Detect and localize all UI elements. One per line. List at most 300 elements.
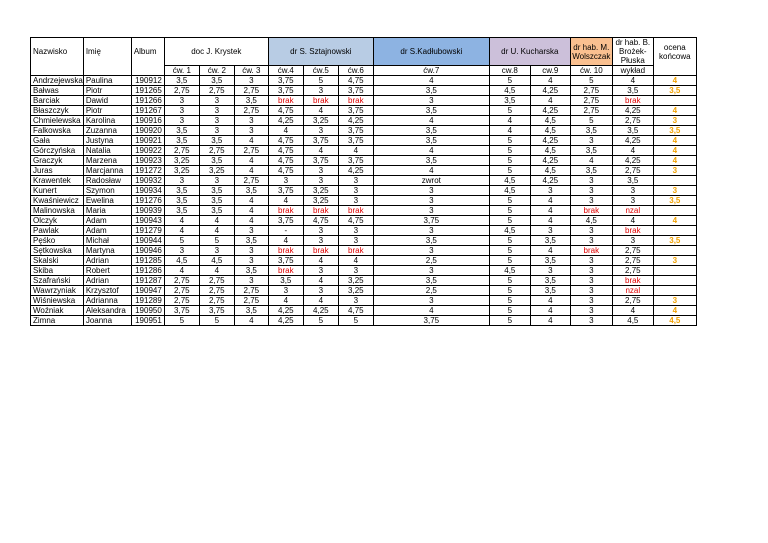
cell-grade: 3 bbox=[303, 166, 338, 176]
cell-nazwisko: Barciak bbox=[31, 96, 84, 106]
cell-grade: 5 bbox=[489, 306, 530, 316]
cell-grade: 3 bbox=[199, 246, 234, 256]
cell-album: 190922 bbox=[131, 146, 164, 156]
cell-grade: 3 bbox=[570, 276, 612, 286]
cell-nazwisko: Graczyk bbox=[31, 156, 84, 166]
cell-grade: 3,5 bbox=[530, 236, 570, 246]
cell-grade: 4,5 bbox=[530, 146, 570, 156]
cell-grade: 4 bbox=[234, 156, 268, 166]
cell-grade: 4 bbox=[338, 256, 373, 266]
cell-grade: 3 bbox=[268, 286, 303, 296]
cell-grade: 2,75 bbox=[234, 106, 268, 116]
cell-grade: 2,75 bbox=[199, 146, 234, 156]
cell-imie: Adrian bbox=[83, 256, 131, 266]
cell-grade: 3,5 bbox=[612, 126, 653, 136]
cell-grade: 4 bbox=[303, 256, 338, 266]
cell-grade: 4,5 bbox=[489, 226, 530, 236]
header-exercise-7: ćw.7 bbox=[373, 66, 489, 76]
cell-grade: 4,75 bbox=[338, 306, 373, 316]
cell-grade: 5 bbox=[570, 76, 612, 86]
cell-grade: 4,25 bbox=[530, 156, 570, 166]
cell-grade: brak bbox=[303, 96, 338, 106]
cell-grade: 5 bbox=[199, 236, 234, 246]
table-row bbox=[31, 216, 697, 226]
cell-grade: 4 bbox=[489, 126, 530, 136]
cell-grade: 3,5 bbox=[199, 206, 234, 216]
cell-grade: 2,75 bbox=[570, 106, 612, 116]
cell-grade: 4 bbox=[530, 96, 570, 106]
cell-nazwisko: Skiba bbox=[31, 266, 84, 276]
cell-grade: 3 bbox=[303, 176, 338, 186]
header-exercise-3: ćw. 3 bbox=[234, 66, 268, 76]
cell-grade: 2,75 bbox=[199, 86, 234, 96]
header-album: Album bbox=[131, 38, 164, 66]
cell-grade: 3,5 bbox=[489, 96, 530, 106]
table-row bbox=[31, 246, 697, 256]
cell-imie: Aleksandra bbox=[83, 306, 131, 316]
cell-grade: 2,75 bbox=[234, 176, 268, 186]
cell-grade: 3,5 bbox=[164, 196, 199, 206]
cell-grade: 3,25 bbox=[303, 196, 338, 206]
cell-grade: 3,5 bbox=[234, 266, 268, 276]
cell-grade: 3,75 bbox=[268, 186, 303, 196]
cell-nazwisko: Zimna bbox=[31, 316, 84, 326]
cell-grade: 3,5 bbox=[530, 256, 570, 266]
cell-grade: 4 bbox=[373, 146, 489, 156]
cell-grade: 4 bbox=[530, 216, 570, 226]
cell-grade: 2,5 bbox=[373, 256, 489, 266]
cell-grade: 3,5 bbox=[530, 286, 570, 296]
cell-grade: brak bbox=[303, 206, 338, 216]
cell-grade: 3 bbox=[570, 136, 612, 146]
cell-grade: 4 bbox=[373, 76, 489, 86]
cell-final: 3 bbox=[653, 256, 696, 266]
cell-grade: 4 bbox=[268, 296, 303, 306]
cell-grade: 4,75 bbox=[268, 146, 303, 156]
cell-album: 190921 bbox=[131, 136, 164, 146]
cell-final: 4,5 bbox=[653, 316, 696, 326]
cell-grade: 4 bbox=[530, 206, 570, 216]
table-row bbox=[31, 266, 697, 276]
cell-grade: 4 bbox=[612, 146, 653, 156]
cell-grade: 5 bbox=[489, 156, 530, 166]
cell-album: 190950 bbox=[131, 306, 164, 316]
cell-grade: 3 bbox=[234, 246, 268, 256]
cell-grade: 3,5 bbox=[373, 136, 489, 146]
header-exercise-6: ćw.6 bbox=[338, 66, 373, 76]
cell-grade: 3,25 bbox=[338, 286, 373, 296]
cell-grade: 4 bbox=[530, 76, 570, 86]
table-row bbox=[31, 316, 697, 326]
header-ocena: ocena końcowa bbox=[653, 38, 696, 66]
cell-grade: 4,25 bbox=[530, 106, 570, 116]
cell-imie: Karolina bbox=[83, 116, 131, 126]
cell-grade: 5 bbox=[489, 286, 530, 296]
cell-grade: brak bbox=[612, 226, 653, 236]
table-row bbox=[31, 76, 697, 86]
cell-grade: 4 bbox=[234, 136, 268, 146]
cell-imie: Adrian bbox=[83, 276, 131, 286]
header-group-3: dr U. Kucharska bbox=[489, 38, 570, 66]
cell-album: 190923 bbox=[131, 156, 164, 166]
cell-album: 190939 bbox=[131, 206, 164, 216]
cell-final bbox=[653, 96, 696, 106]
cell-grade: 2,75 bbox=[612, 166, 653, 176]
cell-grade: 3,75 bbox=[338, 106, 373, 116]
cell-grade: 2,75 bbox=[199, 276, 234, 286]
cell-imie: Ewelina bbox=[83, 196, 131, 206]
cell-grade: 3,5 bbox=[199, 156, 234, 166]
cell-grade: 4 bbox=[234, 316, 268, 326]
cell-grade: 3 bbox=[373, 206, 489, 216]
cell-grade: 4,25 bbox=[530, 176, 570, 186]
table-row bbox=[31, 106, 697, 116]
cell-grade: 4,5 bbox=[489, 86, 530, 96]
cell-grade: 3,5 bbox=[199, 196, 234, 206]
cell-imie: Joanna bbox=[83, 316, 131, 326]
cell-album: 190932 bbox=[131, 176, 164, 186]
cell-grade: 4 bbox=[199, 266, 234, 276]
header-imie: Imię bbox=[83, 38, 131, 66]
cell-final: 3 bbox=[653, 296, 696, 306]
cell-final bbox=[653, 226, 696, 236]
cell-grade: 3,25 bbox=[303, 116, 338, 126]
header-group-1: dr S. Sztajnowski bbox=[268, 38, 373, 66]
cell-grade: 4,75 bbox=[268, 166, 303, 176]
cell-album: 190944 bbox=[131, 236, 164, 246]
cell-final bbox=[653, 266, 696, 276]
cell-nazwisko: Andrzejewska bbox=[31, 76, 84, 86]
cell-grade: 4,75 bbox=[303, 216, 338, 226]
cell-grade: 3,75 bbox=[338, 156, 373, 166]
header-album-cont bbox=[131, 66, 164, 76]
cell-album: 191287 bbox=[131, 276, 164, 286]
cell-grade: 2,5 bbox=[373, 286, 489, 296]
cell-grade: 2,75 bbox=[234, 286, 268, 296]
cell-grade: 3 bbox=[570, 186, 612, 196]
cell-grade: 4 bbox=[530, 316, 570, 326]
cell-grade: 3,5 bbox=[268, 276, 303, 286]
cell-grade: 3,75 bbox=[199, 306, 234, 316]
cell-nazwisko: Pęśko bbox=[31, 236, 84, 246]
cell-final: 4 bbox=[653, 106, 696, 116]
cell-grade: 4 bbox=[612, 216, 653, 226]
table-row bbox=[31, 166, 697, 176]
cell-grade: - bbox=[268, 226, 303, 236]
header-exercise-9: cw.9 bbox=[530, 66, 570, 76]
cell-grade: 5 bbox=[489, 136, 530, 146]
cell-grade: brak bbox=[570, 246, 612, 256]
cell-imie: Justyna bbox=[83, 136, 131, 146]
cell-grade: 3,75 bbox=[268, 216, 303, 226]
cell-grade: 3,25 bbox=[164, 166, 199, 176]
cell-grade: 4 bbox=[164, 266, 199, 276]
cell-nazwisko: Błaszczyk bbox=[31, 106, 84, 116]
cell-grade: 4 bbox=[530, 246, 570, 256]
cell-grade: 4 bbox=[373, 116, 489, 126]
cell-grade: 4 bbox=[234, 196, 268, 206]
cell-grade: 2,75 bbox=[199, 286, 234, 296]
cell-grade: 3 bbox=[373, 266, 489, 276]
cell-imie: Marcjanna bbox=[83, 166, 131, 176]
cell-nazwisko: Wawrzyniak bbox=[31, 286, 84, 296]
cell-final: 3 bbox=[653, 116, 696, 126]
cell-grade: 3 bbox=[164, 116, 199, 126]
cell-grade: 3,5 bbox=[373, 106, 489, 116]
cell-grade: 3 bbox=[570, 256, 612, 266]
cell-grade: 5 bbox=[489, 256, 530, 266]
cell-grade: 3,25 bbox=[199, 166, 234, 176]
cell-imie: Szymon bbox=[83, 186, 131, 196]
header-imie-cont bbox=[83, 66, 131, 76]
cell-grade: 4 bbox=[268, 126, 303, 136]
cell-album: 191286 bbox=[131, 266, 164, 276]
header-ocena-cont bbox=[653, 66, 696, 76]
cell-album: 191267 bbox=[131, 106, 164, 116]
cell-grade: 3,5 bbox=[164, 126, 199, 136]
cell-grade: 3 bbox=[164, 96, 199, 106]
cell-grade: 4,25 bbox=[268, 116, 303, 126]
cell-grade: 3,5 bbox=[373, 276, 489, 286]
table-row bbox=[31, 86, 697, 96]
cell-grade: zwrot bbox=[373, 176, 489, 186]
table-row bbox=[31, 96, 697, 106]
cell-grade: 3 bbox=[164, 176, 199, 186]
cell-grade: brak bbox=[612, 96, 653, 106]
cell-grade: 4,75 bbox=[268, 106, 303, 116]
cell-grade: 4 bbox=[338, 146, 373, 156]
cell-grade: 3,5 bbox=[199, 76, 234, 86]
cell-grade: 5 bbox=[303, 76, 338, 86]
table-row bbox=[31, 296, 697, 306]
cell-grade: 4 bbox=[199, 226, 234, 236]
cell-grade: 4,75 bbox=[338, 76, 373, 86]
cell-nazwisko: Juras bbox=[31, 166, 84, 176]
cell-imie: Maria bbox=[83, 206, 131, 216]
cell-grade: 4 bbox=[199, 216, 234, 226]
header-group-2: dr S.Kadłubowski bbox=[373, 38, 489, 66]
cell-grade: 3,75 bbox=[303, 156, 338, 166]
cell-grade: 3 bbox=[199, 126, 234, 136]
cell-grade: 4 bbox=[234, 216, 268, 226]
cell-grade: 3 bbox=[338, 236, 373, 246]
cell-grade: 3 bbox=[373, 226, 489, 236]
cell-grade: 3,75 bbox=[338, 136, 373, 146]
cell-grade: 5 bbox=[489, 316, 530, 326]
cell-imie: Piotr bbox=[83, 106, 131, 116]
cell-grade: 4,25 bbox=[338, 166, 373, 176]
cell-nazwisko: Wiśniewska bbox=[31, 296, 84, 306]
cell-grade: 3,5 bbox=[234, 236, 268, 246]
cell-grade: 3 bbox=[199, 176, 234, 186]
cell-grade: 2,75 bbox=[164, 86, 199, 96]
cell-nazwisko: Pawlak bbox=[31, 226, 84, 236]
cell-grade: 3 bbox=[234, 116, 268, 126]
cell-grade: 3,75 bbox=[268, 86, 303, 96]
table-row bbox=[31, 236, 697, 246]
cell-grade: 3,5 bbox=[199, 136, 234, 146]
cell-imie: Dawid bbox=[83, 96, 131, 106]
cell-grade: 4 bbox=[164, 216, 199, 226]
cell-album: 190916 bbox=[131, 116, 164, 126]
cell-final: 4 bbox=[653, 156, 696, 166]
cell-grade: 3 bbox=[530, 186, 570, 196]
cell-final: 4 bbox=[653, 146, 696, 156]
header-exercise-2: ćw. 2 bbox=[199, 66, 234, 76]
cell-album: 190951 bbox=[131, 316, 164, 326]
cell-grade: 3 bbox=[570, 236, 612, 246]
cell-final: 4 bbox=[653, 76, 696, 86]
cell-grade: 3,5 bbox=[373, 156, 489, 166]
cell-grade: 4,5 bbox=[489, 176, 530, 186]
cell-grade: 5 bbox=[489, 196, 530, 206]
cell-final: 3 bbox=[653, 186, 696, 196]
header-exercise-4: ćw.4 bbox=[268, 66, 303, 76]
cell-grade: 3,75 bbox=[268, 256, 303, 266]
cell-grade: 3,75 bbox=[338, 126, 373, 136]
cell-album: 191266 bbox=[131, 96, 164, 106]
cell-grade: 3,5 bbox=[612, 86, 653, 96]
cell-grade: 4,25 bbox=[612, 156, 653, 166]
cell-grade: nzal bbox=[612, 206, 653, 216]
cell-grade: 3,5 bbox=[164, 206, 199, 216]
cell-album: 191272 bbox=[131, 166, 164, 176]
cell-grade: 5 bbox=[199, 316, 234, 326]
cell-imie: Michał bbox=[83, 236, 131, 246]
cell-grade: 4 bbox=[303, 146, 338, 156]
cell-grade: 4,25 bbox=[268, 316, 303, 326]
cell-album: 191279 bbox=[131, 226, 164, 236]
cell-nazwisko: Szafrański bbox=[31, 276, 84, 286]
cell-grade: 4 bbox=[303, 106, 338, 116]
cell-grade: 4,75 bbox=[338, 216, 373, 226]
cell-imie: Martyna bbox=[83, 246, 131, 256]
cell-grade: 3 bbox=[373, 246, 489, 256]
cell-grade: 4,75 bbox=[268, 156, 303, 166]
cell-grade: 4,5 bbox=[530, 166, 570, 176]
cell-grade: 4 bbox=[268, 236, 303, 246]
cell-grade: 4,25 bbox=[268, 306, 303, 316]
cell-grade: 2,75 bbox=[612, 266, 653, 276]
cell-grade: 3,75 bbox=[303, 136, 338, 146]
cell-grade: 3,5 bbox=[164, 136, 199, 146]
table-row bbox=[31, 186, 697, 196]
cell-imie: Radosław bbox=[83, 176, 131, 186]
cell-grade: 4 bbox=[612, 76, 653, 86]
cell-grade: 4 bbox=[530, 306, 570, 316]
cell-grade: nzal bbox=[612, 286, 653, 296]
cell-grade: 3 bbox=[303, 126, 338, 136]
cell-grade: 3 bbox=[570, 296, 612, 306]
cell-grade: 4 bbox=[612, 306, 653, 316]
cell-nazwisko: Bałwas bbox=[31, 86, 84, 96]
cell-nazwisko: Kunert bbox=[31, 186, 84, 196]
table-row bbox=[31, 116, 697, 126]
cell-grade: 3 bbox=[234, 126, 268, 136]
cell-grade: 3 bbox=[570, 226, 612, 236]
cell-grade: brak bbox=[338, 246, 373, 256]
cell-grade: 3,5 bbox=[373, 86, 489, 96]
cell-grade: 3,25 bbox=[338, 276, 373, 286]
cell-grade: 5 bbox=[489, 276, 530, 286]
cell-final bbox=[653, 176, 696, 186]
cell-grade: 4 bbox=[373, 166, 489, 176]
cell-grade: 4,5 bbox=[612, 316, 653, 326]
cell-album: 191285 bbox=[131, 256, 164, 266]
cell-final: 3,5 bbox=[653, 86, 696, 96]
cell-grade: 5 bbox=[164, 236, 199, 246]
cell-grade: 3 bbox=[373, 296, 489, 306]
cell-grade: 4 bbox=[164, 226, 199, 236]
cell-grade: 4,5 bbox=[164, 256, 199, 266]
cell-album: 190934 bbox=[131, 186, 164, 196]
cell-grade: 4 bbox=[530, 296, 570, 306]
cell-imie: Adrianna bbox=[83, 296, 131, 306]
cell-grade: 3,5 bbox=[164, 76, 199, 86]
cell-album: 191265 bbox=[131, 86, 164, 96]
table-row bbox=[31, 206, 697, 216]
cell-grade: 4,5 bbox=[489, 266, 530, 276]
header-exercise-11: wykład bbox=[612, 66, 653, 76]
cell-grade: 2,75 bbox=[570, 96, 612, 106]
header-nazwisko-cont bbox=[31, 66, 84, 76]
cell-final: 3 bbox=[653, 166, 696, 176]
cell-imie: Marzena bbox=[83, 156, 131, 166]
table-row bbox=[31, 156, 697, 166]
cell-album: 190920 bbox=[131, 126, 164, 136]
cell-grade: brak bbox=[303, 246, 338, 256]
cell-grade: 5 bbox=[164, 316, 199, 326]
cell-grade: 2,75 bbox=[164, 146, 199, 156]
cell-grade: 2,75 bbox=[612, 256, 653, 266]
table-row bbox=[31, 276, 697, 286]
cell-final: 3,5 bbox=[653, 236, 696, 246]
cell-grade: 4,25 bbox=[338, 116, 373, 126]
cell-grade: 3,5 bbox=[199, 186, 234, 196]
cell-final: 3,5 bbox=[653, 196, 696, 206]
cell-grade: 3 bbox=[303, 266, 338, 276]
cell-grade: brak bbox=[268, 206, 303, 216]
cell-grade: 3 bbox=[373, 186, 489, 196]
cell-album: 191276 bbox=[131, 196, 164, 206]
cell-grade: 5 bbox=[489, 146, 530, 156]
cell-grade: 3 bbox=[234, 226, 268, 236]
cell-grade: 2,75 bbox=[234, 146, 268, 156]
cell-grade: 5 bbox=[489, 106, 530, 116]
cell-grade: 3 bbox=[612, 236, 653, 246]
cell-grade: 3 bbox=[612, 186, 653, 196]
cell-grade: 3,25 bbox=[303, 186, 338, 196]
cell-grade: 4,5 bbox=[530, 126, 570, 136]
cell-grade: 3,5 bbox=[612, 176, 653, 186]
cell-grade: 5 bbox=[489, 236, 530, 246]
cell-imie: Natalia bbox=[83, 146, 131, 156]
cell-grade: 5 bbox=[570, 116, 612, 126]
cell-grade: 4,5 bbox=[530, 116, 570, 126]
cell-grade: 3,5 bbox=[570, 126, 612, 136]
cell-grade: 3 bbox=[338, 196, 373, 206]
cell-final bbox=[653, 246, 696, 256]
cell-grade: 3 bbox=[338, 176, 373, 186]
cell-grade: 4,25 bbox=[530, 136, 570, 146]
cell-grade: 2,75 bbox=[612, 246, 653, 256]
header-exercise-5: ćw.5 bbox=[303, 66, 338, 76]
cell-grade: 5 bbox=[338, 316, 373, 326]
cell-grade: 3,5 bbox=[234, 96, 268, 106]
cell-grade: 4,25 bbox=[612, 106, 653, 116]
cell-imie: Zuzanna bbox=[83, 126, 131, 136]
cell-grade: 3,75 bbox=[373, 216, 489, 226]
